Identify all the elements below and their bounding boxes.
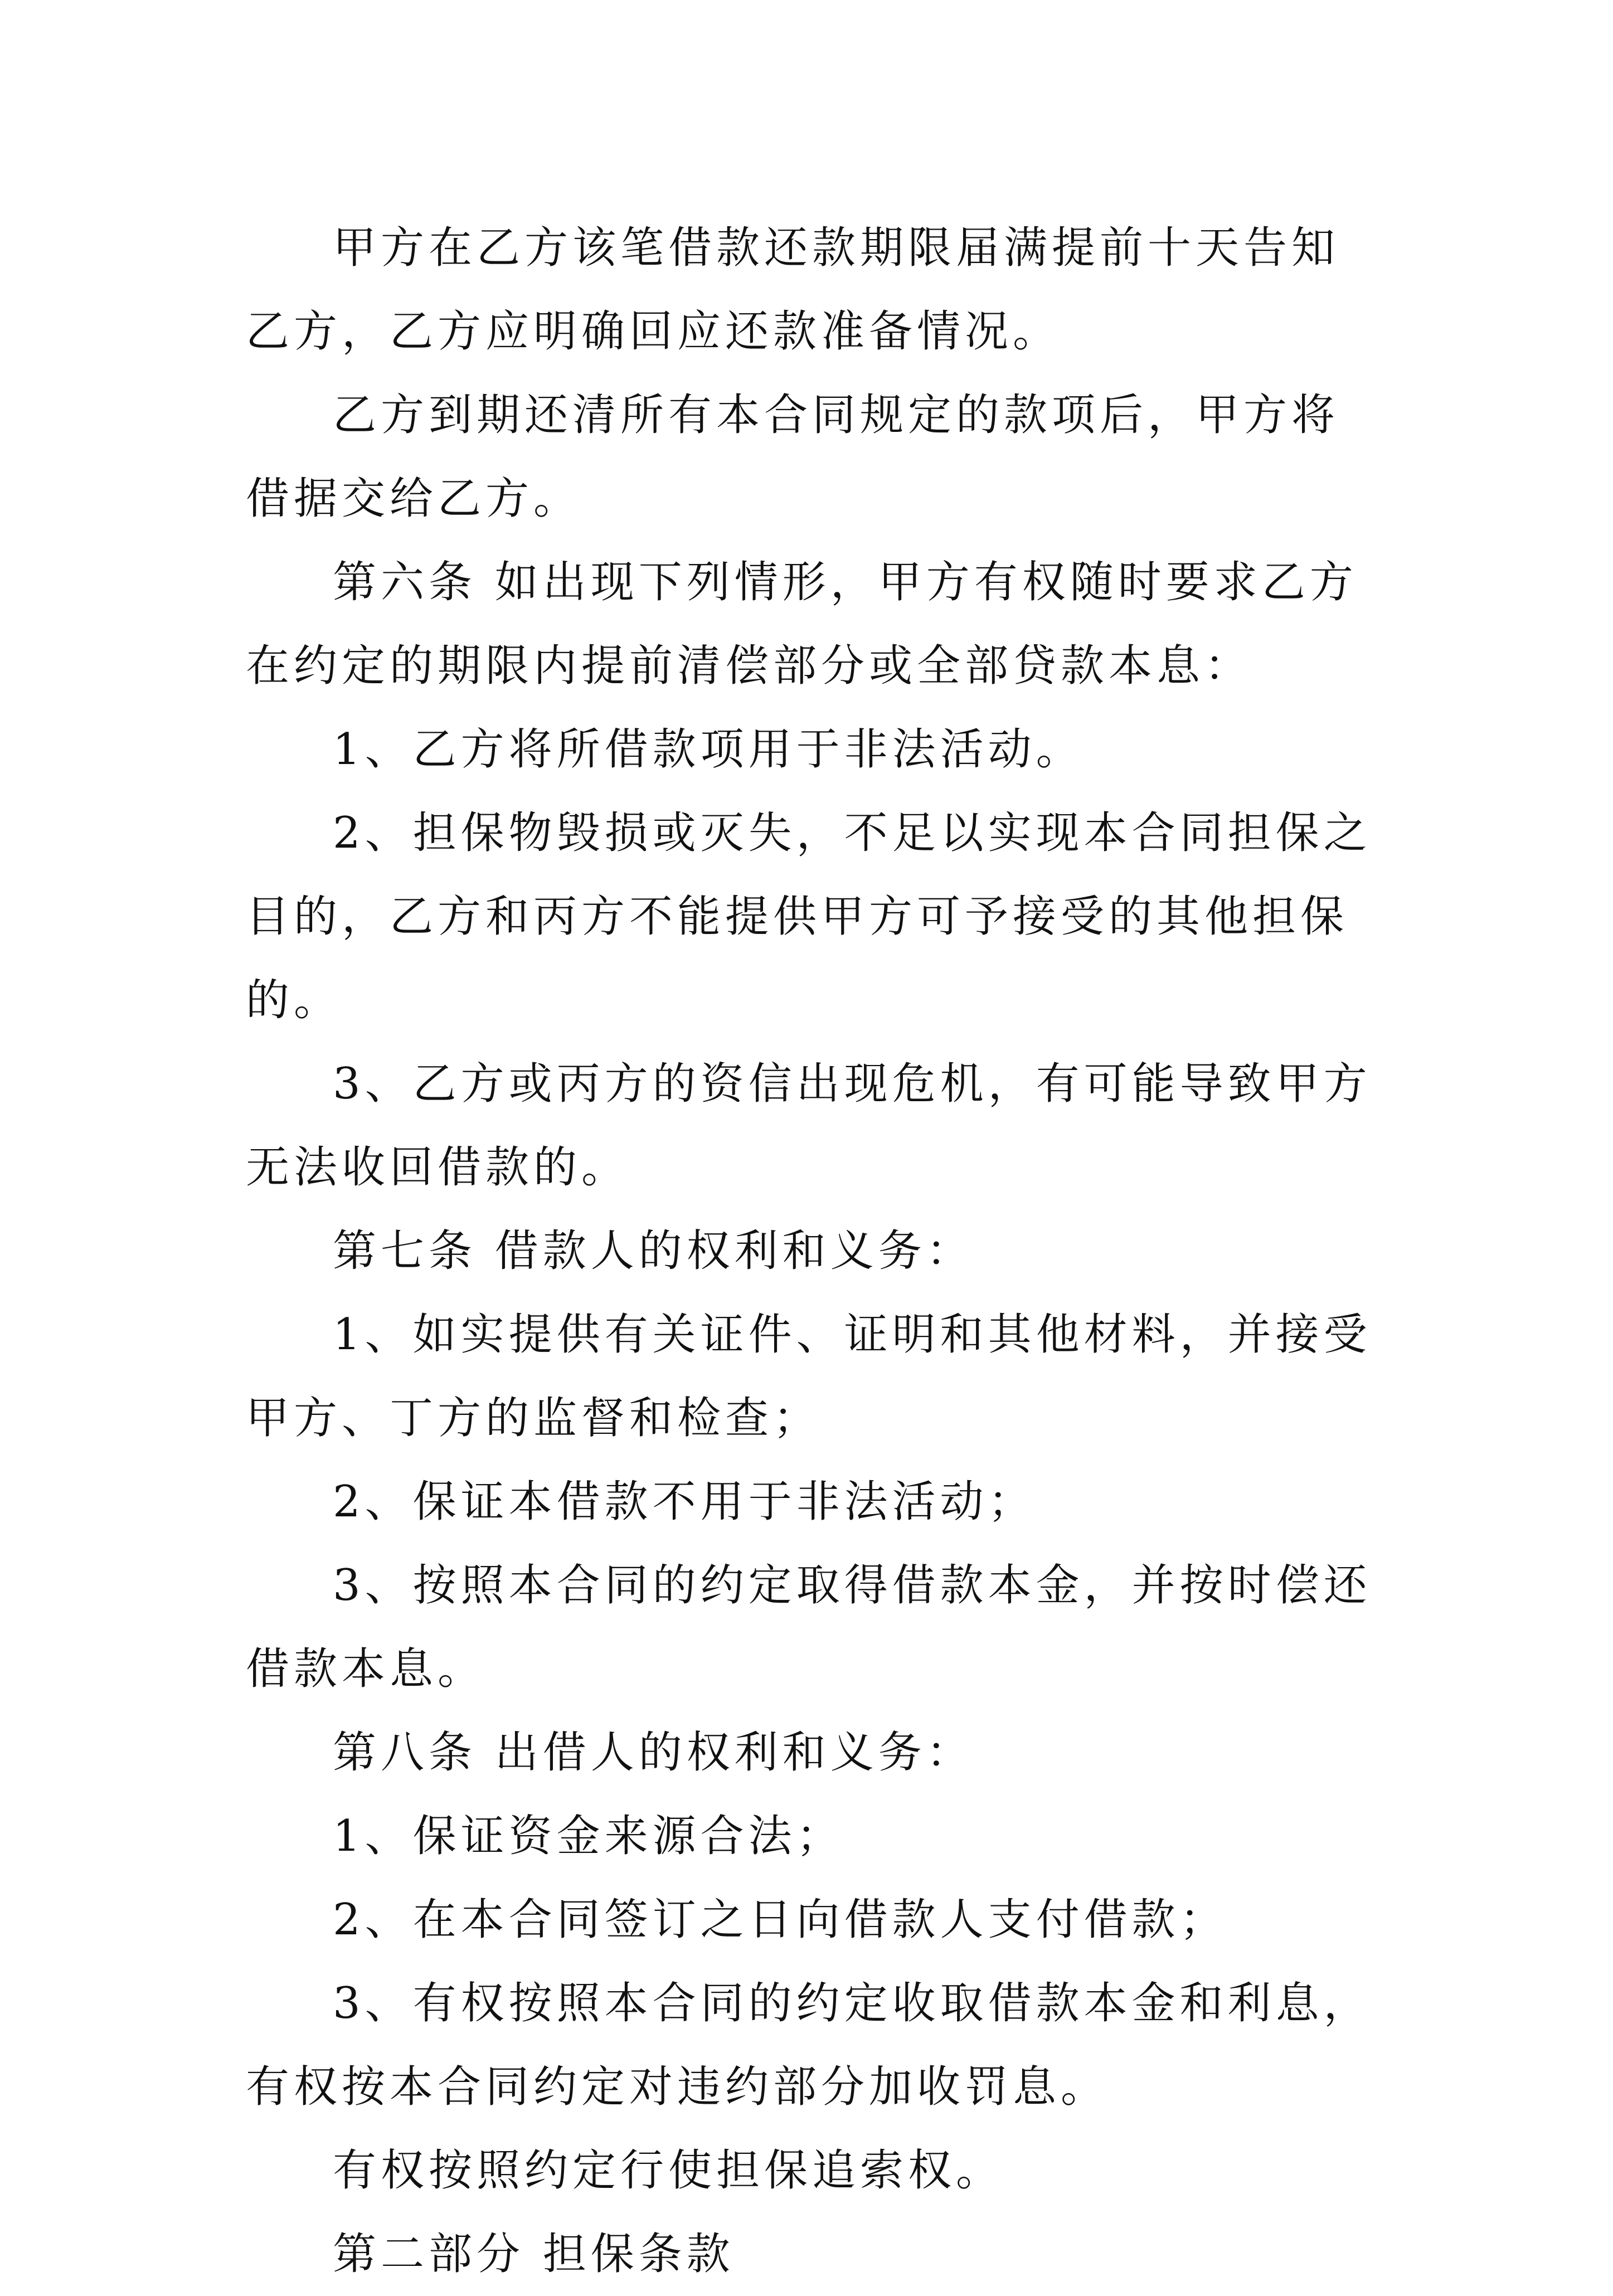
- article-8-item-1: 1、保证资金来源合法；: [333, 1811, 844, 1861]
- article-8-additional-right: 有权按照约定行使担保追索权。: [333, 2146, 1004, 2196]
- article-6-heading: 第六条 如出现下列情形，甲方有权随时要求乙方在约定的期限内提前清偿部分或全部贷款本息：: [246, 557, 1358, 691]
- article-7-item-3: 3、按照本合同的约定取得借款本金，并按时偿还借款本息。: [246, 1560, 1372, 1694]
- article-7-item-2: 2、保证本借款不用于非法活动；: [333, 1477, 1036, 1527]
- paragraph-notice-before-due: 甲方在乙方该笔借款还款期限届满提前十天告知乙方，乙方应明确回应还款准备情况。: [246, 223, 1340, 357]
- paragraph-return-iou: 乙方到期还清所有本合同规定的款项后，甲方将借据交给乙方。: [246, 390, 1340, 524]
- article-8-item-3: 3、有权按照本合同的约定收取借款本金和利息，有权按本合同约定对违约部分加收罚息。: [246, 1978, 1372, 2112]
- article-8-item-2: 2、在本合同签订之日向借款人支付借款；: [333, 1895, 1228, 1945]
- article-8-heading: 第八条 出借人的权利和义务：: [333, 1728, 974, 1778]
- article-6-item-2: 2、担保物毁损或灭失，不足以实现本合同担保之目的，乙方和丙方不能提供甲方可予接受的其他担保的。: [246, 808, 1372, 1025]
- article-6-item-1: 1、乙方将所借款项用于非法活动。: [333, 724, 1084, 775]
- article-6-item-3: 3、乙方或丙方的资信出现危机，有可能导致甲方无法收回借款的。: [246, 1059, 1372, 1193]
- article-7-item-1: 1、如实提供有关证件、证明和其他材料，并接受甲方、丁方的监督和检查；: [246, 1310, 1372, 1443]
- article-7-heading: 第七条 借款人的权利和义务：: [333, 1226, 974, 1276]
- part-2-heading: 第二部分 担保条款: [333, 2229, 735, 2279]
- contract-body: [246, 206, 1377, 2296]
